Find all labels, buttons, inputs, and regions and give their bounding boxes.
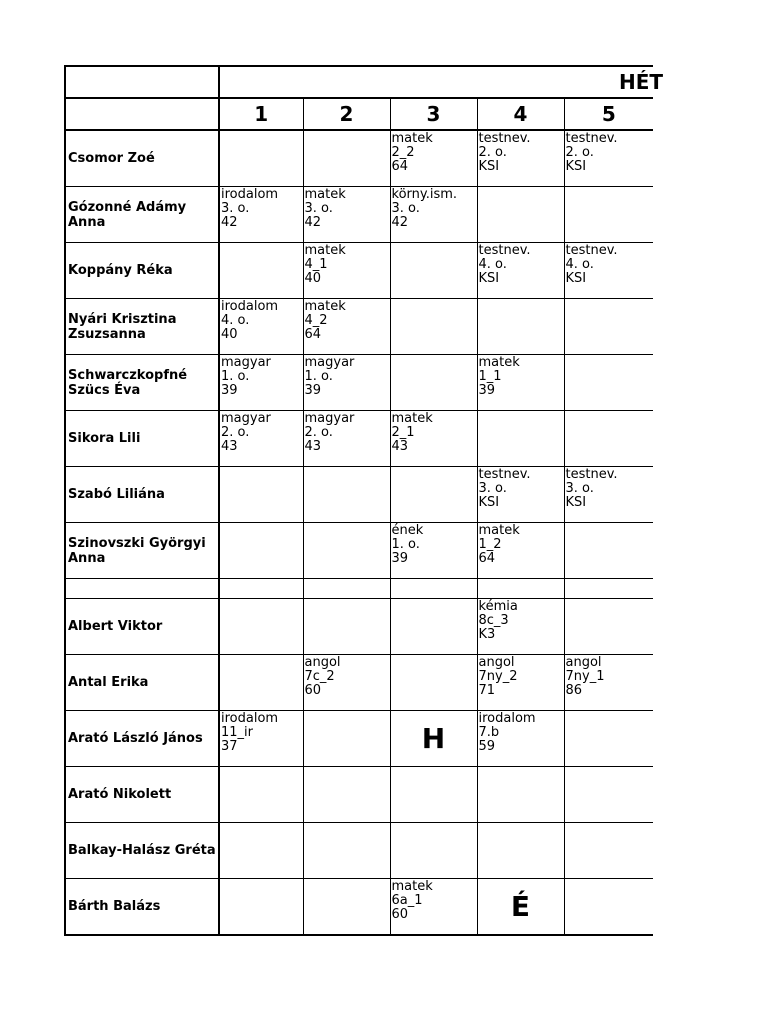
lesson-group: 2. o. [478, 145, 507, 160]
empty-lesson-cell [303, 879, 390, 936]
lesson-cell [390, 187, 477, 243]
empty-lesson-cell [390, 579, 477, 599]
empty-lesson-cell [219, 467, 303, 523]
empty-lesson-cell [477, 299, 564, 355]
lesson-subject: matek [391, 131, 433, 146]
period-header: 1 [219, 98, 303, 130]
teacher-name: Csomor Zoé [65, 130, 219, 187]
lesson-entry [304, 355, 390, 398]
lesson-cell [564, 467, 653, 523]
day-letter: É [477, 879, 564, 936]
empty-lesson-cell [303, 711, 390, 767]
teacher-row [65, 655, 653, 711]
teacher-row [65, 243, 653, 299]
lesson-group: 2. o. [565, 145, 594, 160]
lesson-group: 4_2 [304, 313, 328, 328]
teacher-name: Sikora Lili [65, 411, 219, 467]
lesson-room: 43 [391, 439, 409, 454]
lesson-room: 64 [478, 551, 496, 566]
empty-lesson-cell [219, 523, 303, 579]
empty-lesson-cell [390, 355, 477, 411]
lesson-room: KSI [478, 495, 500, 510]
empty-lesson-cell [219, 243, 303, 299]
lesson-entry [478, 711, 564, 754]
lesson-subject: magyar [221, 411, 271, 426]
lesson-subject: angol [478, 655, 515, 670]
lesson-entry [391, 411, 477, 454]
teacher-name: Balkay-Halász Gréta [65, 823, 219, 879]
empty-lesson-cell [219, 823, 303, 879]
empty-lesson-cell [303, 523, 390, 579]
lesson-group: 6a_1 [391, 893, 423, 908]
lesson-entry [478, 523, 564, 566]
lesson-subject: testnev. [565, 243, 618, 258]
empty-lesson-cell [564, 299, 653, 355]
empty-lesson-cell [219, 599, 303, 655]
empty-lesson-cell [390, 299, 477, 355]
teacher-name: Antal Erika [65, 655, 219, 711]
lesson-room: 60 [391, 907, 409, 922]
lesson-entry [391, 131, 477, 174]
lesson-group: 1_2 [478, 537, 502, 552]
lesson-subject: magyar [304, 411, 355, 426]
teacher-name: Schwarczkopfné Szücs Éva [65, 355, 219, 411]
lesson-room: 60 [304, 683, 322, 698]
lesson-cell [477, 243, 564, 299]
teacher-name: Nyári Krisztina Zsuzsanna [65, 299, 219, 355]
lesson-entry [391, 187, 477, 230]
lesson-cell [303, 243, 390, 299]
empty-lesson-cell [303, 823, 390, 879]
spacer-row [65, 579, 653, 599]
timetable-grid [64, 65, 664, 936]
lesson-entry [220, 355, 303, 398]
empty-lesson-cell [303, 130, 390, 187]
lesson-cell [477, 130, 564, 187]
lesson-cell [219, 411, 303, 467]
lesson-subject: matek [478, 523, 520, 538]
lesson-room: 64 [304, 327, 322, 342]
empty-lesson-cell [564, 579, 653, 599]
period-header-row [65, 98, 653, 130]
lesson-subject: matek [304, 299, 346, 314]
teacher-row [65, 411, 653, 467]
teacher-row [65, 767, 653, 823]
lesson-group: 4. o. [221, 313, 250, 328]
lesson-cell [219, 187, 303, 243]
lesson-group: 3. o. [391, 201, 420, 216]
lesson-entry [220, 711, 303, 754]
lesson-room: KSI [478, 271, 500, 286]
lesson-subject: irodalom [478, 711, 536, 726]
lesson-group: 1. o. [391, 537, 420, 552]
lesson-cell [390, 523, 477, 579]
empty-lesson-cell [390, 655, 477, 711]
empty-lesson-cell [390, 467, 477, 523]
lesson-cell [303, 187, 390, 243]
lesson-room: 39 [221, 383, 238, 398]
period-header: 5 [564, 98, 653, 130]
lesson-entry [478, 243, 564, 286]
lesson-room: 64 [391, 159, 409, 174]
teacher-name: Arató László János [65, 711, 219, 767]
lesson-entry [220, 411, 303, 454]
lesson-entry [304, 243, 390, 286]
lesson-subject: testnev. [565, 131, 618, 146]
lesson-cell [477, 467, 564, 523]
lesson-entry [478, 599, 564, 642]
teacher-name: Bárth Balázs [65, 879, 219, 936]
empty-lesson-cell [219, 655, 303, 711]
lesson-subject: testnev. [478, 243, 531, 258]
lesson-group: 2_2 [391, 145, 415, 160]
lesson-group: 3. o. [304, 201, 333, 216]
lesson-room: 37 [221, 739, 238, 754]
lesson-cell [390, 130, 477, 187]
empty-lesson-cell [219, 579, 303, 599]
lesson-cell [564, 130, 653, 187]
lesson-group: 4_1 [304, 257, 328, 272]
lesson-group: 3. o. [478, 481, 507, 496]
lesson-group: 7.b [478, 725, 500, 740]
lesson-subject: irodalom [221, 711, 279, 726]
empty-lesson-cell [477, 187, 564, 243]
lesson-cell [477, 355, 564, 411]
empty-lesson-cell [390, 767, 477, 823]
empty-lesson-cell [564, 879, 653, 936]
lesson-group: 1_1 [478, 369, 502, 384]
empty-lesson-cell [564, 355, 653, 411]
lesson-room: 43 [221, 439, 238, 454]
lesson-cell [303, 355, 390, 411]
corner-cell [65, 66, 219, 98]
lesson-entry [304, 411, 390, 454]
lesson-group: 11_ir [221, 725, 253, 740]
lesson-room: 42 [221, 215, 238, 230]
lesson-room: 43 [304, 439, 322, 454]
lesson-group: 2. o. [221, 425, 250, 440]
lesson-room: 39 [478, 383, 496, 398]
teacher-name: Szabó Liliána [65, 467, 219, 523]
lesson-group: 3. o. [221, 201, 250, 216]
empty-lesson-cell [219, 767, 303, 823]
teacher-row [65, 467, 653, 523]
lesson-entry [220, 187, 303, 230]
lesson-subject: angol [565, 655, 602, 670]
teacher-row [65, 187, 653, 243]
lesson-group: 2. o. [304, 425, 333, 440]
lesson-entry [391, 523, 477, 566]
lesson-group: 7c_2 [304, 669, 335, 684]
lesson-cell [477, 523, 564, 579]
lesson-room: 40 [304, 271, 322, 286]
lesson-group: 1. o. [304, 369, 333, 384]
period-header: 4 [477, 98, 564, 130]
lesson-subject: ének [391, 523, 424, 538]
week-title: HÉT [619, 70, 664, 94]
lesson-cell [564, 243, 653, 299]
empty-lesson-cell [564, 823, 653, 879]
lesson-subject: matek [304, 243, 346, 258]
empty-lesson-cell [564, 523, 653, 579]
lesson-subject: kémia [478, 599, 518, 614]
teacher-row [65, 355, 653, 411]
teacher-name: Koppány Réka [65, 243, 219, 299]
lesson-room: KSI [565, 271, 587, 286]
lesson-entry [220, 299, 303, 342]
lesson-room: 42 [391, 215, 409, 230]
lesson-subject: testnev. [478, 131, 531, 146]
lesson-room: 39 [304, 383, 322, 398]
teacher-name [65, 579, 219, 599]
lesson-room: K3 [478, 627, 496, 642]
lesson-entry [565, 655, 654, 698]
empty-lesson-cell [564, 599, 653, 655]
title-cell [219, 66, 664, 98]
lesson-group: 2_1 [391, 425, 415, 440]
title-row [65, 66, 653, 98]
lesson-cell [390, 879, 477, 936]
period-header: 3 [390, 98, 477, 130]
lesson-subject: magyar [221, 355, 271, 370]
lesson-cell [303, 411, 390, 467]
empty-lesson-cell [564, 187, 653, 243]
empty-lesson-cell [477, 411, 564, 467]
lesson-cell [564, 655, 653, 711]
lesson-cell [477, 599, 564, 655]
lesson-subject: körny.ism. [391, 187, 458, 202]
teacher-row [65, 879, 653, 936]
empty-lesson-cell [564, 767, 653, 823]
lesson-subject: matek [478, 355, 520, 370]
teacher-name: Szinovszki Györgyi Anna [65, 523, 219, 579]
lesson-entry [391, 879, 477, 922]
lesson-room: 86 [565, 683, 583, 698]
lesson-subject: testnev. [565, 467, 618, 482]
lesson-subject: matek [391, 411, 433, 426]
empty-lesson-cell [390, 823, 477, 879]
lesson-subject: angol [304, 655, 341, 670]
lesson-room: 71 [478, 683, 496, 698]
lesson-cell [303, 299, 390, 355]
lesson-entry [565, 467, 654, 510]
teacher-row [65, 299, 653, 355]
empty-lesson-cell [303, 579, 390, 599]
lesson-subject: matek [304, 187, 346, 202]
lesson-entry [304, 187, 390, 230]
lesson-group: 4. o. [478, 257, 507, 272]
teacher-row [65, 599, 653, 655]
lesson-subject: testnev. [478, 467, 531, 482]
empty-lesson-cell [477, 823, 564, 879]
lesson-entry [478, 655, 564, 698]
empty-lesson-cell [219, 879, 303, 936]
lesson-entry [478, 355, 564, 398]
lesson-cell [219, 355, 303, 411]
lesson-subject: irodalom [221, 187, 279, 202]
teacher-row [65, 130, 653, 187]
empty-lesson-cell [303, 767, 390, 823]
lesson-cell [219, 299, 303, 355]
teacher-name: Arató Nikolett [65, 767, 219, 823]
lesson-room: KSI [565, 159, 587, 174]
lesson-cell [219, 711, 303, 767]
period-header: 2 [303, 98, 390, 130]
lesson-group: 3. o. [565, 481, 594, 496]
teacher-name: Albert Viktor [65, 599, 219, 655]
lesson-entry [478, 131, 564, 174]
lesson-group: 8c_3 [478, 613, 509, 628]
lesson-cell [477, 711, 564, 767]
lesson-group: 1. o. [221, 369, 250, 384]
lesson-room: KSI [565, 495, 587, 510]
lesson-entry [565, 243, 654, 286]
empty-lesson-cell [390, 599, 477, 655]
lesson-cell [390, 411, 477, 467]
lesson-subject: irodalom [221, 299, 279, 314]
teacher-row [65, 711, 653, 767]
lesson-entry [478, 467, 564, 510]
lesson-room: 59 [478, 739, 496, 754]
lesson-group: 7ny_1 [565, 669, 605, 684]
empty-lesson-cell [477, 767, 564, 823]
empty-lesson-cell [564, 711, 653, 767]
lesson-group: 7ny_2 [478, 669, 518, 684]
lesson-entry [565, 131, 654, 174]
lesson-room: KSI [478, 159, 500, 174]
empty-lesson-cell [390, 243, 477, 299]
lesson-subject: magyar [304, 355, 355, 370]
teacher-row [65, 523, 653, 579]
teacher-row [65, 823, 653, 879]
teacher-name: Gózonné Adámy Anna [65, 187, 219, 243]
empty-lesson-cell [219, 130, 303, 187]
lesson-cell [303, 655, 390, 711]
lesson-entry [304, 655, 390, 698]
empty-lesson-cell [477, 579, 564, 599]
empty-lesson-cell [303, 467, 390, 523]
lesson-cell [477, 655, 564, 711]
empty-lesson-cell [303, 599, 390, 655]
lesson-room: 40 [221, 327, 238, 342]
day-letter: H [390, 711, 477, 767]
empty-lesson-cell [564, 411, 653, 467]
lesson-group: 4. o. [565, 257, 594, 272]
lesson-entry [304, 299, 390, 342]
period-corner-cell [65, 98, 219, 130]
lesson-room: 39 [391, 551, 409, 566]
lesson-room: 42 [304, 215, 322, 230]
lesson-subject: matek [391, 879, 433, 894]
